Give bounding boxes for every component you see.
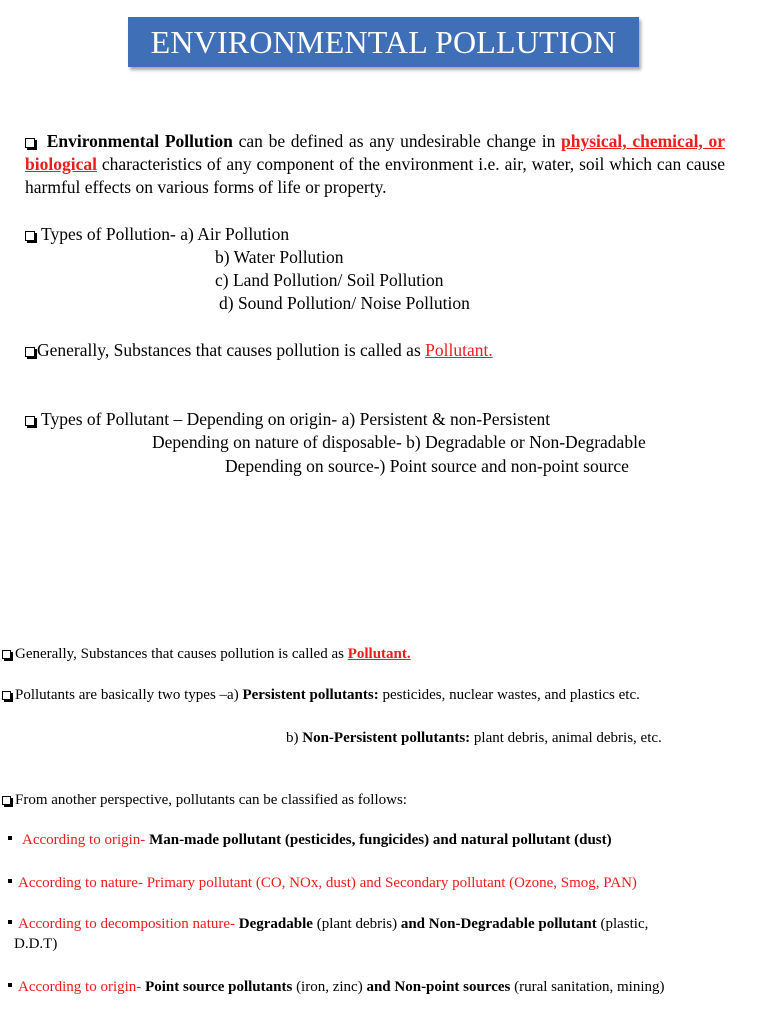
- types-of-pollutant-origin: Types of Pollutant – Depending on origin- a) Persistent & non-Persistent: [41, 409, 551, 429]
- perspective-text: From another perspective, pollutants can be classified as follows:: [15, 792, 407, 808]
- types-of-pollution-label: Types of Pollution-: [41, 224, 181, 244]
- pollutant-types-line-1: [2, 685, 640, 705]
- definition-text-2: characteristics of any component of the environment i.e. air, water, soil which can cause harmful effects on various forms of life or property.: [25, 154, 725, 197]
- checkbox-bullet-icon: [25, 347, 35, 357]
- classification-decomposition: [8, 914, 648, 934]
- definition-term: Environmental Pollution: [46, 131, 233, 151]
- degradable-label: Degradable: [238, 916, 313, 932]
- perspective-line: [2, 790, 407, 810]
- definition-highlight: physical, chemical, or biological: [25, 131, 726, 174]
- decomposition-tail-2: D.D.T): [14, 936, 58, 952]
- square-bullet-icon: [8, 836, 12, 840]
- nature-text: According to nature- Primary pollutant (CO, NOx, dust) and Secondary pollutant (Ozone, Smog, PAN): [18, 875, 637, 891]
- checkbox-bullet-icon: [2, 796, 11, 805]
- generally-text-2: Generally, Substances that causes pollution is called as: [15, 646, 348, 662]
- checkbox-bullet-icon: [25, 138, 35, 148]
- generally-line-2: [2, 644, 411, 664]
- generally-text-1: Generally, Substances that causes pollution is called as: [37, 340, 426, 360]
- pollution-type-a: a) Air Pollution: [180, 224, 290, 244]
- origin-text: Man-made pollutant (pesticides, fungicides) and natural pollutant (dust): [149, 832, 612, 848]
- page-title: ENVIRONMENTAL POLLUTION: [128, 17, 639, 67]
- classification-nature: [8, 873, 637, 893]
- types-of-pollutant-line-3: Depending on source-) Point source and non-point source: [225, 456, 629, 476]
- classification-source: [8, 977, 665, 997]
- definition-text-1: can be defined as any undesirable change in: [232, 131, 562, 151]
- b-prefix: b): [286, 730, 303, 746]
- nondegradable-label: and Non-Degradable pollutant: [400, 916, 597, 932]
- pollution-type-c: c) Land Pollution/ Soil Pollution: [215, 270, 444, 290]
- square-bullet-icon: [8, 983, 12, 987]
- pollutant-types-intro: Pollutants are basically two types –a): [15, 687, 243, 703]
- square-bullet-icon: [8, 879, 12, 883]
- persistent-text: pesticides, nuclear wastes, and plastics etc.: [378, 687, 640, 703]
- nonpersistent-text: plant debris, animal debris, etc.: [470, 730, 662, 746]
- square-bullet-icon: [8, 920, 12, 924]
- point-source-label: Point source pollutants: [145, 979, 293, 995]
- decomposition-label: According to decomposition nature-: [18, 916, 239, 932]
- decomposition-tail: (plastic,: [596, 916, 649, 932]
- nonpoint-source-note: (rural sanitation, mining): [510, 979, 665, 995]
- degradable-note: (plant debris): [312, 916, 401, 932]
- checkbox-bullet-icon: [25, 416, 35, 426]
- pollution-type-b: b) Water Pollution: [215, 247, 344, 267]
- persistent-label: Persistent pollutants:: [242, 687, 379, 703]
- pollution-type-d: d) Sound Pollution/ Noise Pollution: [219, 293, 470, 313]
- checkbox-bullet-icon: [25, 231, 35, 241]
- pollutant-types-line-2: [286, 728, 662, 748]
- pollutant-term-2: Pollutant.: [347, 646, 411, 662]
- types-of-pollutant-line-2: Depending on nature of disposable- b) Degradable or Non-Degradable: [152, 432, 646, 452]
- point-source-note: (iron, zinc): [292, 979, 367, 995]
- nonpersistent-label: Non-Persistent pollutants:: [302, 730, 471, 746]
- source-label: According to origin-: [18, 979, 146, 995]
- pollutant-term-1: Pollutant.: [425, 340, 493, 360]
- checkbox-bullet-icon: [2, 691, 11, 700]
- generally-line-1: [25, 337, 493, 363]
- checkbox-bullet-icon: [2, 650, 11, 659]
- nonpoint-source-label: and Non-point sources: [366, 979, 511, 995]
- classification-origin: [8, 830, 612, 850]
- origin-label: According to origin-: [22, 832, 150, 848]
- definition-paragraph: [25, 130, 725, 199]
